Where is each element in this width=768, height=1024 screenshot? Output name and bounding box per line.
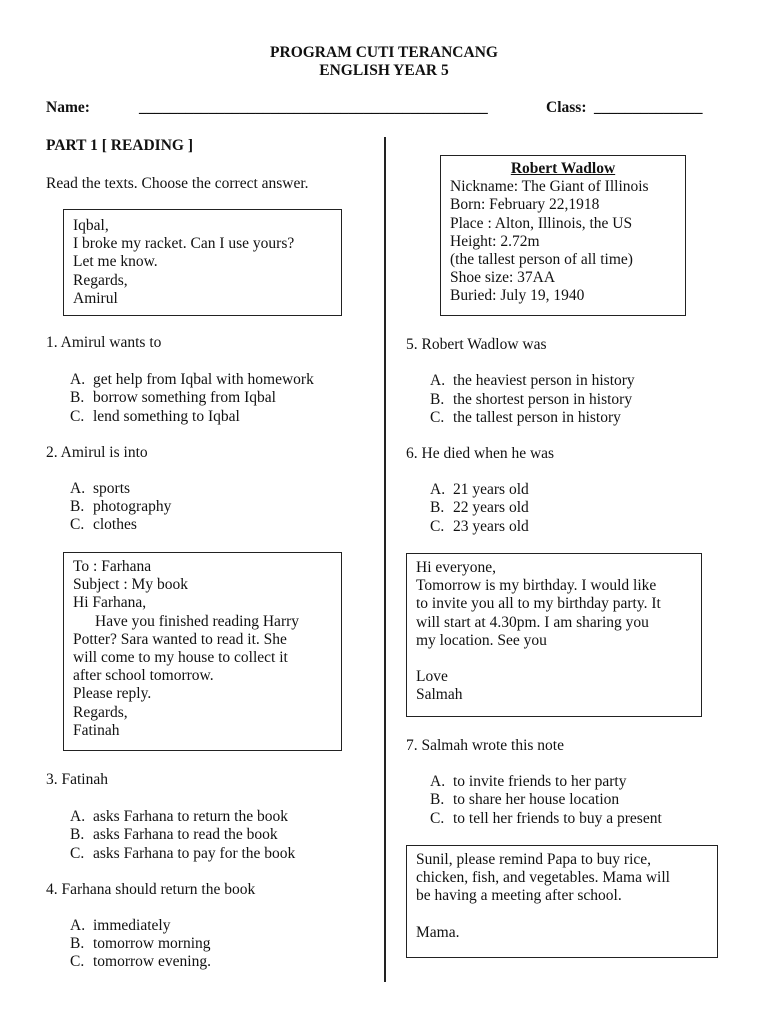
instruction: Read the texts. Choose the correct answer. [46, 175, 309, 192]
q3-option-c[interactable]: C. asks Farhana to pay for the book [70, 845, 296, 862]
note-line: Salmah [416, 686, 463, 704]
q3-option-a[interactable]: A. asks Farhana to return the book [70, 808, 288, 825]
email-line: Have you finished reading Harry [95, 612, 300, 630]
q4-option-a[interactable]: A. immediately [70, 917, 171, 934]
q7-option-a[interactable]: A. to invite friends to her party [430, 773, 627, 790]
profile-line: Buried: July 19, 1940 [450, 287, 585, 305]
text-box-email-fatinah [63, 552, 342, 751]
note-line: Regards, [73, 271, 128, 289]
question-7: 7. Salmah wrote this note [406, 737, 564, 754]
q6-option-b[interactable]: B. 22 years old [430, 499, 529, 516]
email-line: Regards, [73, 703, 128, 721]
note-line: to invite you all to my birthday party. It [416, 595, 661, 613]
q4-option-c[interactable]: C. tomorrow evening. [70, 953, 211, 970]
question-4: 4. Farhana should return the book [46, 881, 256, 898]
profile-line: Height: 2.72m [450, 232, 540, 250]
q5-option-a[interactable]: A. the heaviest person in history [430, 372, 635, 389]
note-line: Mama. [416, 923, 460, 941]
email-line: Please reply. [73, 685, 152, 703]
note-line [416, 650, 701, 668]
profile-line: (the tallest person of all time) [450, 251, 633, 269]
text-box-note-amirul [63, 209, 342, 316]
email-line: Fatinah [73, 721, 120, 739]
profile-line: Born: February 22,1918 [450, 196, 600, 214]
note-line: Hi everyone, [416, 559, 497, 576]
email-line: Hi Farhana, [73, 594, 147, 612]
note-line: Iqbal, [73, 217, 109, 234]
note-line: Amirul [73, 289, 118, 307]
worksheet-title: PROGRAM CUTI TERANCANG [270, 44, 498, 61]
profile-line: Nickname: The Giant of Illinois [450, 178, 649, 196]
text-box-robert-wadlow [440, 155, 686, 316]
q2-option-c[interactable]: C. clothes [70, 516, 137, 533]
q5-option-c[interactable]: C. the tallest person in history [430, 409, 621, 426]
q6-option-a[interactable]: A. 21 years old [430, 481, 529, 498]
note-line: Let me know. [73, 253, 158, 271]
profile-line: Place : Alton, Illinois, the US [450, 214, 633, 232]
question-3: 3. Fatinah [46, 771, 108, 788]
column-divider [384, 137, 386, 982]
note-line: Tomorrow is my birthday. I would like [416, 577, 657, 595]
note-line: be having a meeting after school. [416, 887, 622, 905]
q1-option-a[interactable]: A. get help from Iqbal with homework [70, 371, 314, 388]
q2-option-a[interactable]: A. sports [70, 480, 131, 497]
q2-option-b[interactable]: B. photography [70, 498, 172, 515]
q4-option-b[interactable]: B. tomorrow morning [70, 935, 211, 952]
email-line: will come to my house to collect it [73, 649, 288, 667]
profile-line: Shoe size: 37AA [450, 269, 556, 287]
q1-option-c[interactable]: C. lend something to Iqbal [70, 408, 240, 425]
note-line: Love [416, 668, 448, 686]
question-6: 6. He died when he was [406, 445, 555, 462]
name-blank[interactable]: _____________________________________________ [139, 99, 488, 116]
question-5: 5. Robert Wadlow was [406, 336, 547, 353]
note-line: my location. See you [416, 631, 547, 649]
email-line: To : Farhana [73, 558, 152, 575]
note-line: Sunil, please remind Papa to buy rice, [416, 851, 652, 868]
text-box-mama-note [406, 845, 718, 958]
note-line: I broke my racket. Can I use yours? [73, 235, 295, 253]
note-line [416, 906, 717, 924]
q5-option-b[interactable]: B. the shortest person in history [430, 391, 633, 408]
note-line: will start at 4.30pm. I am sharing you [416, 613, 649, 631]
q7-option-b[interactable]: B. to share her house location [430, 791, 620, 808]
question-1: 1. Amirul wants to [46, 334, 162, 351]
note-line: chicken, fish, and vegetables. Mama will [416, 869, 670, 887]
class-label: Class: [546, 99, 587, 116]
class-blank[interactable]: ______________ [594, 99, 703, 116]
text-box-salmah-note [406, 553, 702, 717]
email-line: Subject : My book [73, 576, 188, 594]
worksheet-subtitle: ENGLISH YEAR 5 [319, 62, 449, 79]
q6-option-c[interactable]: C. 23 years old [430, 518, 529, 535]
part-heading: PART 1 [ READING ] [46, 137, 193, 154]
email-line: Potter? Sara wanted to read it. She [73, 630, 287, 648]
profile-heading: Robert Wadlow [510, 160, 616, 177]
email-line: after school tomorrow. [73, 667, 214, 685]
q3-option-b[interactable]: B. asks Farhana to read the book [70, 826, 278, 843]
q7-option-c[interactable]: C. to tell her friends to buy a present [430, 810, 662, 827]
question-2: 2. Amirul is into [46, 444, 148, 461]
q1-option-b[interactable]: B. borrow something from Iqbal [70, 389, 276, 406]
name-label: Name: [46, 99, 90, 116]
